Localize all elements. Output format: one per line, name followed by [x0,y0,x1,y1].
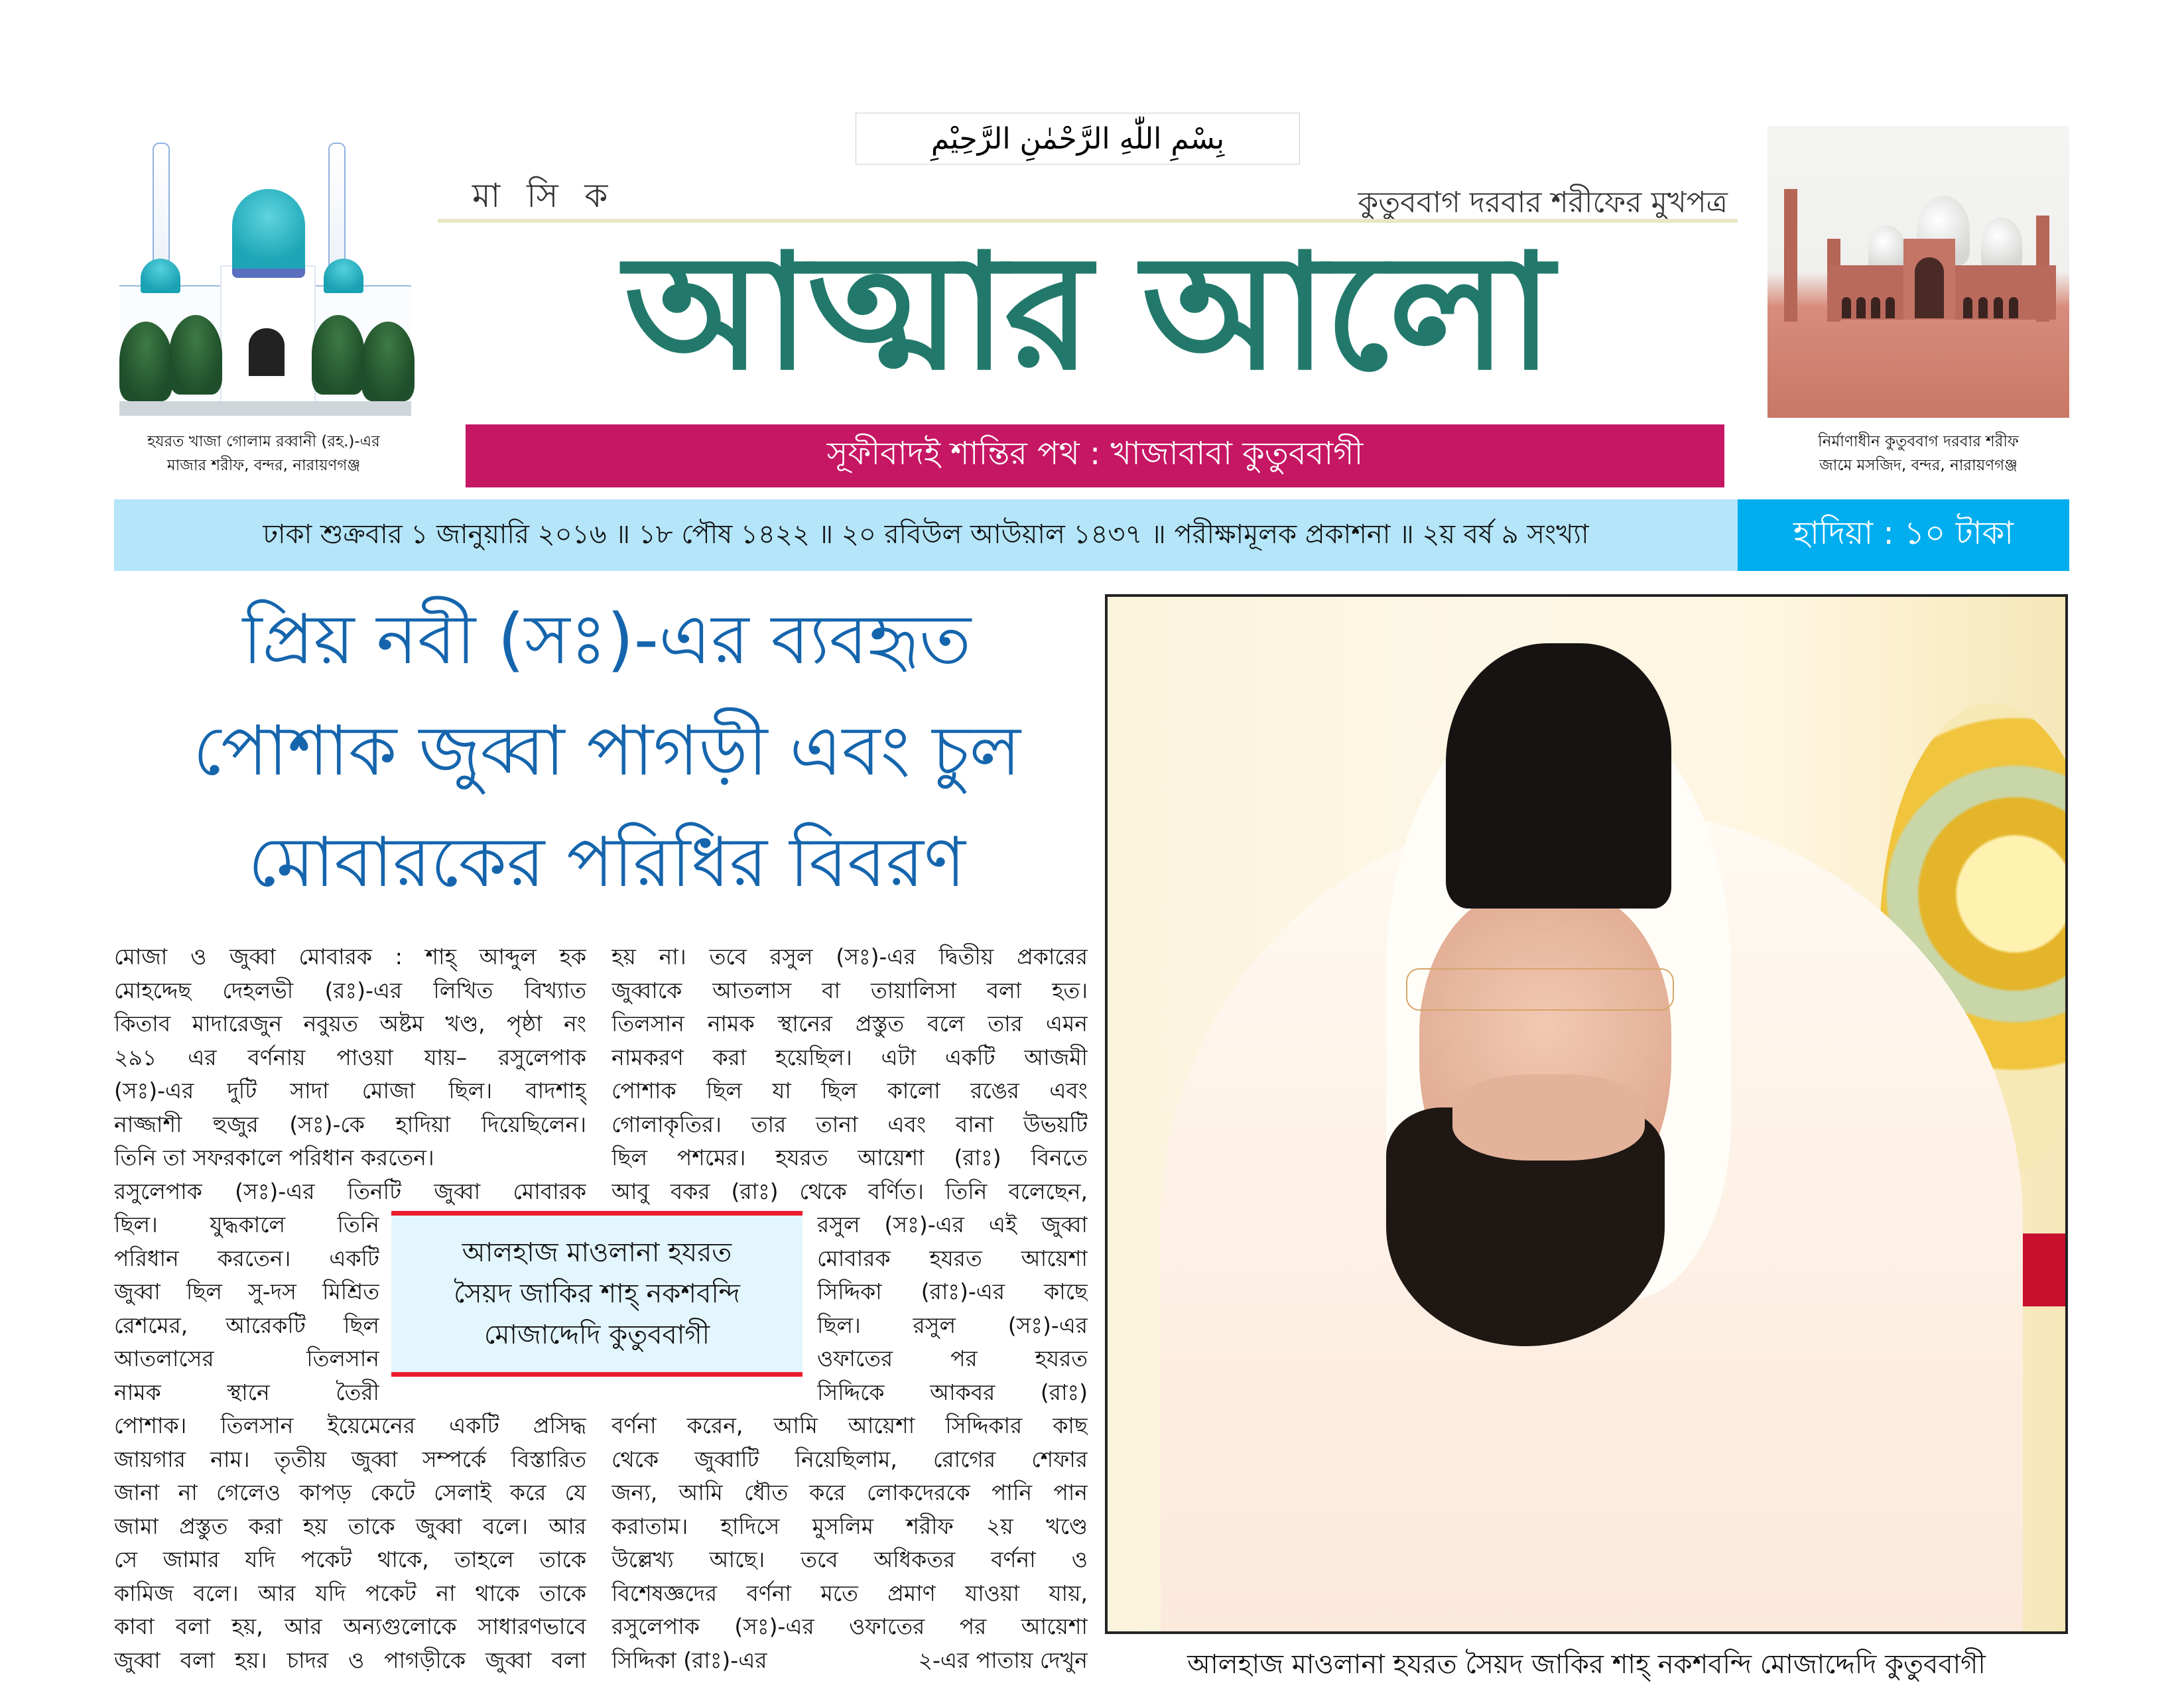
text-line [611,1644,1088,1678]
right-mosque-photo [1767,126,2069,418]
text-line: তিলসান নামক স্থানের প্রস্তুত বলে তার এমন [611,1011,1088,1037]
left-image-caption [109,430,418,477]
main-dome [232,189,305,278]
text-line: কাবা বলা হয়, আর অন্যগুলোকে সাধারণভাবে [114,1613,586,1639]
arch [2009,297,2018,318]
text-line: ওফাতের পর হযরত [817,1346,1088,1371]
masthead-title [438,219,1738,402]
text-line: সিদ্দিকা (রাঃ)-এর কাছে [817,1279,1088,1304]
text-line: রেশমের, আরেকটি ছিল [114,1312,379,1338]
text-line: জুব্বাকে আতলাস বা তায়ালিসা বলা হত। [611,977,1088,1003]
text-line: কিতাব মাদারেজুন নবুয়ত অষ্টম খণ্ড, পৃষ্ঠা নং [114,1011,586,1037]
text-line: জুব্বা বলা হয়। চাদর ও পাগড়ীকে জুব্বা বলা [114,1647,586,1673]
bismillah-calligraphy [856,113,1300,164]
text-line: রসুল (সঃ)-এর এই জুব্বা [817,1212,1088,1237]
pull-quote [391,1211,803,1377]
price-box [1738,499,2069,571]
portrait-photo [1105,594,2068,1634]
text-line: তিনি তা সফরকালে পরিধান করতেন। [114,1145,434,1170]
article-column-1-bottom [114,1409,586,1677]
text-line: জামা প্রস্তুত করা হয় তাকে জুব্বা বলে। আর [114,1513,586,1539]
caption-line: হযরত খাজা গোলাম রব্বানী (রহ.)-এর [147,433,380,450]
text-line: পোশাক। তিলসান ইয়েমেনের একটি প্রসিদ্ধ [114,1413,586,1438]
caption-line: মাজার শরীফ, বন্দর, নারায়ণগঞ্জ [166,457,361,474]
text-line: মোবারক হযরত আয়েশা [817,1245,1088,1271]
text-line: জায়গার নাম। তৃতীয় জুব্বা সম্পর্কে বিস্তারিত [114,1446,586,1472]
text-line: আবু বকর (রাঃ) থেকে বর্ণিত। তিনি বলেছেন, [611,1178,1088,1204]
text-line: মোজা ও জুব্বা মোবারক : শাহ্ আব্দুল হক [114,944,586,970]
text-line: উল্লেখ্য আছে। তবে অধিকতর বর্ণনা ও [611,1546,1088,1572]
slogan-banner [466,424,1724,487]
palm-tree [312,315,365,395]
text-line: ছিল। রসুল (সঃ)-এর [817,1312,1088,1338]
palm-tree [361,322,415,401]
text-line: বর্ণনা করেন, আমি আয়েশা সিদ্দিকার কাছ [611,1413,1088,1438]
caption-line: নির্মাণাধীন কুতুববাগ দরবার শরীফ [1818,433,2019,450]
dome [324,259,363,293]
dome [1981,218,2022,271]
pull-quote-line: মোজাদ্দেদি কুতুববাগী [483,1320,710,1350]
text-line: করাতাম। হাদিসে মুসলিম শরীফ ২য় খণ্ডে [611,1513,1088,1539]
article-column-2-top [611,940,1088,1208]
pull-quote-line: আলহাজ মাওলানা হযরত [462,1237,732,1268]
lower-face [1452,1074,1645,1161]
right-image-caption [1761,430,2076,477]
text-line: জুব্বা ছিল সু-দস মিশ্রিত [114,1279,379,1304]
eyeglasses [1406,968,1674,1011]
arch [1978,297,1988,318]
text-line: রসুলেপাক (সঃ)-এর ওফাতের পর আয়েশা [611,1613,1088,1639]
arch [1994,297,2003,318]
text-line: সে জামার যদি পকেট থাকে, তাহলে তাকে [114,1546,586,1572]
arch [1842,297,1851,318]
text-line: পরিধান করতেন। একটি [114,1245,379,1271]
text-line: নামকরণ করা হয়েছিল। এটা একটি আজমী [611,1044,1088,1070]
arch [1856,297,1866,318]
black-cap [1446,643,1671,909]
red-chair-edge [2019,1233,2065,1306]
arch [1963,297,1972,318]
text-line: (সঃ)-এর দুটি সাদা মোজা ছিল। বাদশাহ্ [114,1078,586,1103]
frequency-label: মা সি ক [472,176,616,215]
arch [1886,297,1895,318]
minaret [1784,189,1797,322]
text-line: বিশেষজ্ঞদের বর্ণনা মতে প্রমাণ যাওয়া যায়, [611,1580,1088,1606]
text-line: হয় না। তবে রসুল (সঃ)-এর দ্বিতীয় প্রকারের [611,944,1088,970]
text-line: গোলাকৃতির। তার তানা এবং বানা উভয়টি [611,1111,1088,1137]
price-text: হাদিয়া : ১০ টাকা [1793,514,2014,552]
photo-caption: আলহাজ মাওলানা হযরত সৈয়দ জাকির শাহ্ নকশবন্দি মোজাদ্দেদি কুতুববাগী [1187,1649,1986,1680]
headline-line: মোবারকের পরিধির বিবরণ [248,822,966,903]
article-headline [113,584,1101,918]
text-line: রসুলেপাক (সঃ)-এর তিনটি জুব্বা মোবারক [114,1178,586,1204]
text-line: থেকে জুব্বাটি নিয়েছিলাম, রোগের শেফার [611,1446,1088,1472]
arch [1915,257,1944,318]
text-line: আতলাসের তিলসান [114,1346,379,1371]
masthead-text: আত্মার আলো [624,220,1551,402]
text-line: জানা না গেলেও কাপড় কেটে সেলাই করে যে [114,1480,586,1505]
headline-line: প্রিয় নবী (সঃ)-এর ব্যবহৃত [242,599,972,680]
pull-quote-line: সৈয়দ জাকির শাহ্ নকশবন্দি [454,1279,740,1309]
text-line: নামক স্থানে তৈরী [114,1379,379,1405]
caption-line: জামে মসজিদ, বন্দর, নারায়ণগঞ্জ [1819,457,2018,474]
article-column-2-narrow [817,1208,1088,1409]
dome [141,259,180,293]
palm-tree [119,322,172,401]
text-line: ছিল পশমের। হযরত আয়েশা (রাঃ) বিনতে [611,1145,1088,1170]
continued-on-page-link[interactable]: ২-এর পাতায় দেখুন [918,1647,1088,1673]
article-column-2-bottom [611,1409,1088,1677]
date-bar [114,499,1738,571]
text-line: ২৯১ এর বর্ণনায় পাওয়া যায়– রসুলেপাক [114,1044,586,1070]
article-column-1-narrow [114,1208,379,1409]
ground [119,401,411,416]
text-line: পোশাক ছিল যা ছিল কালো রঙের এবং [611,1078,1088,1103]
tagline: কুতুববাগ দরবার শরীফের মুখপত্র [1358,186,1728,220]
article-column-1-top [114,940,586,1208]
text-line: সিদ্দিকে আকবর (রাঃ) [817,1379,1088,1405]
text-line: ছিল। যুদ্ধকালে তিনি [114,1212,379,1237]
calligraphy-text: بِسْمِ اللّٰهِ الرَّحْمٰنِ الرَّحِيْمِ [931,121,1225,156]
text-fragment: সিদ্দিকা (রাঃ)-এর [611,1647,767,1673]
headline-line: পোশাক জুব্বা পাগড়ী এবং চুল [193,710,1021,791]
palm-tree [169,315,222,395]
slogan-text: সূফীবাদই শান্তির পথ : খাজাবাবা কুতুববাগী [826,435,1364,472]
text-line: জন্য, আমি ধৌত করে লোকদেরকে পানি পান [611,1480,1088,1505]
date-issue-text: ঢাকা শুক্রবার ১ জানুয়ারি ২০১৬ ॥ ১৮ পৌষ ১৪২২ ॥ ২০ রবিউল আউয়াল ১৪৩৭ ॥ পরীক্ষামূলক প্রকাশনা ॥ ২য় বর্ষ ৯ সংখ্যা [263,519,1589,550]
text-line: মোহদ্দেছ দেহলভী (রঃ)-এর লিখিত বিখ্যাত [114,977,586,1003]
left-mosque-photo [113,129,415,421]
text-line: কামিজ বলে। আর যদি পকেট না থাকে তাকে [114,1580,586,1606]
door [249,328,285,376]
arch [1871,297,1880,318]
text-line: নাজ্জাশী হুজুর (সঃ)-কে হাদিয়া দিয়েছিলেন। [114,1111,586,1137]
